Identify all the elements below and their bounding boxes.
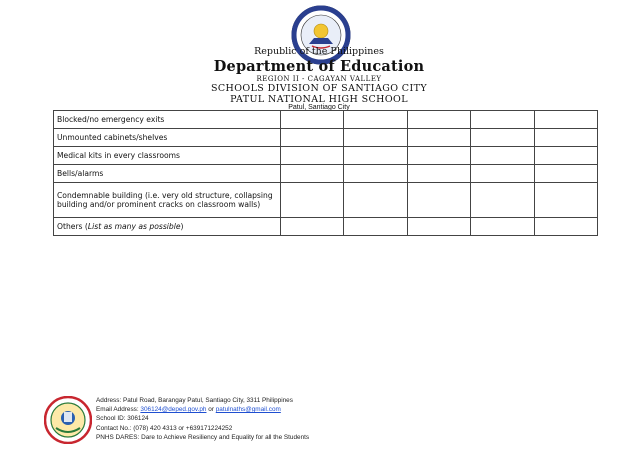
table-cell: [471, 165, 534, 183]
table-cell: [281, 111, 344, 129]
table-cell: [344, 147, 407, 165]
table-cell: [407, 183, 470, 218]
table-row: [54, 129, 598, 147]
table-cell: [344, 218, 407, 236]
table-cell: [407, 111, 470, 129]
table-cell: [471, 129, 534, 147]
footer-school-id: School ID: 306124: [96, 415, 149, 423]
school-contact-footer: [96, 396, 309, 442]
row-item-label-line: Condemnable building (i.e. very old structure, collapsing: [57, 191, 273, 200]
table-row: [54, 183, 598, 218]
region-heading: REGION II - CAGAYAN VALLEY: [256, 75, 382, 83]
table-cell: [471, 183, 534, 218]
hazard-checklist-table: [53, 110, 598, 236]
footer-address: Address: Patul Road, Barangay Patul, Santiago City, 3311 Philippines: [96, 397, 293, 404]
table-cell: [281, 129, 344, 147]
table-cell: [407, 165, 470, 183]
table-cell: [407, 147, 470, 165]
table-cell: [407, 129, 470, 147]
table-cell: [344, 111, 407, 129]
row-item-label: Medical kits in every classrooms: [54, 147, 281, 165]
row-item-label-line: building and/or prominent cracks on classroom walls): [57, 200, 261, 209]
table-cell: [534, 183, 597, 218]
table-cell: [471, 111, 534, 129]
others-suffix: ): [180, 222, 184, 231]
table-cell: [534, 165, 597, 183]
footer-contact: Contact No.: (078) 420 4313 or +639171224252: [96, 424, 233, 432]
table-cell: [281, 147, 344, 165]
email-link-gmail[interactable]: patulnaths@gmail.com: [215, 406, 281, 414]
table-cell: [281, 218, 344, 236]
row-item-label: Bells/alarms: [54, 165, 281, 183]
school-heading: PATUL NATIONAL HIGH SCHOOL: [230, 94, 408, 105]
footer-email-line: [96, 405, 309, 414]
table-cell: [471, 147, 534, 165]
table-cell: [344, 129, 407, 147]
row-item-label: Blocked/no emergency exits: [54, 111, 281, 129]
table-cell: [281, 165, 344, 183]
table-cell: [534, 218, 597, 236]
footer-email-or: or: [206, 406, 216, 414]
row-item-label: [54, 183, 281, 218]
table-row: [54, 218, 598, 236]
school-seal-logo: [44, 396, 92, 444]
table-row: [54, 147, 598, 165]
table-cell: [407, 218, 470, 236]
email-link-deped[interactable]: 306124@deped.gov.ph: [140, 406, 207, 414]
others-prefix: Others (: [57, 222, 88, 231]
footer-email-label: Email Address:: [96, 406, 141, 414]
others-instruction: List as many as possible: [87, 222, 181, 231]
table-cell: [281, 183, 344, 218]
table-cell: [471, 218, 534, 236]
republic-heading: Republic of the Philippines: [254, 46, 384, 57]
footer-slogan: PNHS DARES: Dare to Achieve Resiliency and Equality for all the Students: [96, 433, 310, 441]
table-row: [54, 165, 598, 183]
table-cell: [344, 183, 407, 218]
table-cell: [344, 165, 407, 183]
department-heading: Department of Education: [213, 58, 425, 75]
table-row: [54, 111, 598, 129]
school-location: Patul, Santiago City: [288, 104, 350, 111]
row-item-label: Unmounted cabinets/shelves: [54, 129, 281, 147]
row-item-label: [54, 218, 281, 236]
division-heading: SCHOOLS DIVISION OF SANTIAGO CITY: [210, 83, 428, 94]
table-cell: [534, 111, 597, 129]
table-cell: [534, 147, 597, 165]
table-cell: [534, 129, 597, 147]
